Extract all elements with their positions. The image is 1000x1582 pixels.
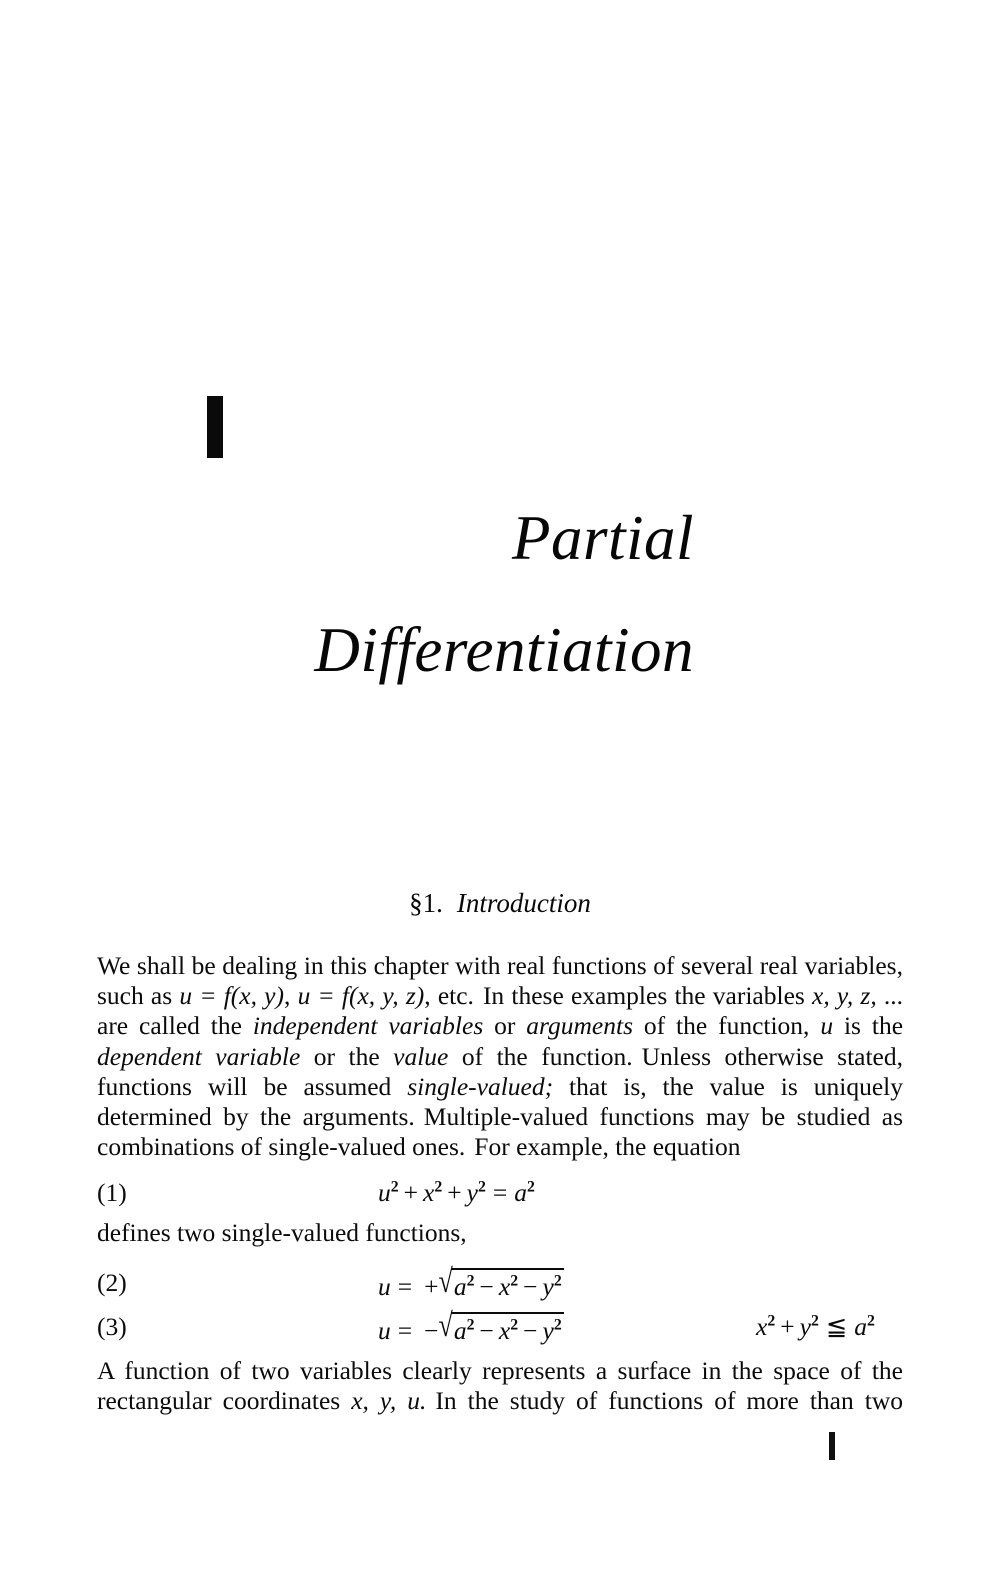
chapter-title	[160, 482, 694, 706]
radicand: $a^2 - x^2 - y^2$	[451, 1312, 564, 1346]
text-run: or	[483, 1011, 527, 1041]
emphasis-independent-variables: independent variables	[252, 1011, 484, 1041]
leq-slant-icon: ≦	[825, 1312, 848, 1341]
page-number	[829, 1432, 835, 1460]
radical-icon: √	[438, 1306, 453, 1344]
equation-2-body: $u = +√a^2 - x^2 - y^2$	[378, 1262, 562, 1301]
paragraph-intro	[97, 951, 903, 1162]
text-run: of the function.	[448, 1041, 633, 1071]
text-run: We shall be dealing in this chapter with real functions of several real variables, such as	[97, 951, 903, 1011]
emphasis-arguments: arguments	[526, 1011, 634, 1041]
radical-expression	[438, 1262, 564, 1302]
text-run: or the	[300, 1041, 394, 1071]
emphasis-value: value	[393, 1041, 449, 1071]
paragraph-surface-block	[97, 1356, 903, 1420]
text-run: In these examples the variables	[482, 981, 813, 1011]
inline-math-xyz: x, y, z,	[812, 981, 877, 1011]
inline-math-u-fxyz: u = f(x, y, z)	[297, 981, 425, 1011]
chapter-title-line-2: Differentiation	[314, 615, 694, 685]
paragraph-surface	[97, 1356, 903, 1416]
section-title: Introduction	[456, 888, 591, 918]
text-run: Multiple-valued functions may be studied as combinations of single-valued ones.	[97, 1102, 903, 1162]
text-run: A function of two variables clearly represents a surface in the space of the rectangular coordinates	[97, 1356, 903, 1416]
text-run: is the	[833, 1011, 904, 1041]
text-run: ... are called the	[97, 981, 904, 1041]
equation-3-body: $u = -√a^2 - x^2 - y^2$	[378, 1306, 562, 1345]
chapter-numeral	[207, 396, 223, 458]
section-heading	[97, 888, 903, 919]
emphasis-dependent-variable: dependent variable	[97, 1041, 301, 1071]
equation-2-number: (2)	[97, 1268, 127, 1297]
paragraph-intro-block	[97, 951, 903, 1162]
inline-math-u: u	[820, 1011, 834, 1041]
inline-math-u-fxy: u = f(x, y)	[179, 981, 284, 1011]
text-run: of the function,	[633, 1011, 821, 1041]
section-number: §1.	[409, 888, 443, 918]
text-run: For example, the equation	[474, 1132, 741, 1162]
inline-math-xyu: x, y, u.	[351, 1386, 427, 1416]
text-run: that is, the value is uniquely determined by the arguments.	[97, 1071, 903, 1132]
emphasis-single-valued: single-valued;	[407, 1071, 554, 1101]
equation-1-number: (1)	[97, 1178, 127, 1207]
radical-icon: √	[438, 1262, 453, 1300]
text-run: ,	[283, 981, 298, 1011]
paragraph-defines: defines two single-valued functions,	[97, 1218, 467, 1247]
chapter-title-line-1: Partial	[511, 503, 694, 573]
text-run: Unless otherwise stated, functions will be assumed	[97, 1041, 903, 1101]
paragraph-defines-block	[97, 1218, 903, 1250]
equation-3-condition: $x^2 + y^2$ ≦ $a^2$	[756, 1312, 875, 1341]
radical-expression	[438, 1306, 564, 1346]
text-run: , etc.	[424, 981, 474, 1011]
text-run: In the study of functions of more than two	[435, 1386, 903, 1416]
equation-1-body: $u^2 + x^2 + y^2 = a^2$	[378, 1178, 535, 1207]
radicand: $a^2 - x^2 - y^2$	[451, 1268, 564, 1302]
equation-3-number: (3)	[97, 1312, 127, 1341]
